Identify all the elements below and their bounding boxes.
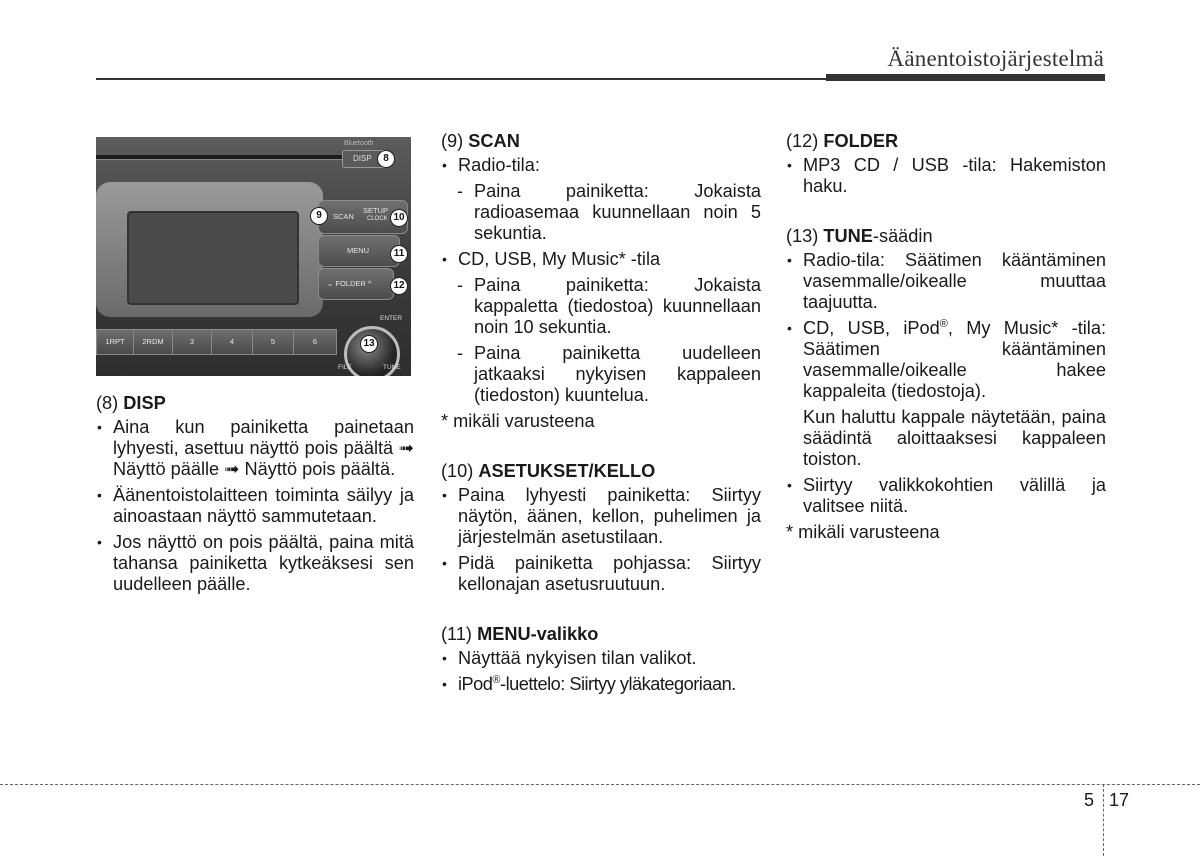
section-heading: TUNE — [823, 226, 873, 246]
page-number: 17 — [1109, 790, 1130, 810]
list-item — [441, 674, 761, 695]
list-item: • MP3 CD / USB -tila: Hakemiston haku. — [786, 155, 1106, 197]
section-number: (8) — [96, 393, 119, 413]
list-item-text: -luettelo: Siirtyy yläkategoriaan. — [500, 674, 736, 694]
section-title-disp — [96, 393, 414, 414]
bluetooth-label: Bluetooth — [344, 140, 374, 147]
list-item: • CD, USB, My Music* -tila — [441, 249, 761, 270]
preset-button-2 — [133, 329, 173, 355]
footer-dashed-divider — [1103, 784, 1104, 856]
sub-list-item: - Paina painiketta: Jokaista kappaletta (tiedostoa) kuunnellaan noin 10 sekuntia. — [441, 275, 761, 338]
list-item: • Pidä painiketta pohjassa: Siirtyy kellonajan asetusruutuun. — [441, 553, 761, 595]
section-title-folder — [786, 131, 1106, 152]
preset-button-4-label: 4 — [229, 337, 235, 346]
callout-11: 11 — [390, 245, 408, 263]
file-label: FILE — [338, 364, 352, 371]
menu-button-label: MENU — [347, 246, 370, 255]
list-item-text: , My Music* -tila: Säätimen kääntäminen vasemmalle/oikealle hakee kappaleita (tiedostoja). — [803, 318, 1107, 401]
paragraph: Kun haluttu kappale näytetään, paina säädintä aloittaaksesi kappaleen toiston. — [803, 407, 1106, 469]
preset-button-5-label: 5 — [270, 337, 276, 346]
footer-dashed-line — [0, 784, 1200, 785]
list-item: • Radio-tila: Säätimen kääntäminen vasemmalle/oikealle muuttaa taajuutta. — [786, 250, 1106, 313]
scan-button-label: SCAN — [333, 212, 354, 221]
callout-13: 13 — [360, 335, 378, 353]
list-item: • Näyttää nykyisen tilan valikot. — [441, 648, 761, 669]
preset-button-6-label: 6 — [312, 337, 318, 346]
enter-label: ENTER — [380, 315, 403, 322]
sub-list-item: - Paina painiketta: Jokaista radioasemaa kuunnellaan noin 5 sekuntia. — [441, 181, 761, 244]
list-item: • Jos näyttö on pois päältä, paina mitä tahansa painiketta kytkeäksesi sen uudelleen päälle. — [96, 532, 414, 595]
section-title-menu — [441, 624, 761, 645]
section-heading: MENU-valikko — [477, 624, 599, 644]
section-heading: ASETUKSET/KELLO — [478, 461, 656, 481]
callout-12: 12 — [390, 277, 408, 295]
section-heading-suffix: -säädin — [872, 226, 933, 246]
chapter-number: 5 — [1084, 790, 1095, 810]
registered-mark: ® — [492, 673, 501, 686]
list-item: • Aina kun painiketta painetaan lyhyesti, asettuu näyttö pois päältä ➟ Näyttö päälle ➟ Näyttö pois päältä. — [96, 417, 414, 480]
callout-8: 8 — [377, 150, 395, 168]
list-item: • Äänentoistolaitteen toiminta säilyy ja ainoastaan näyttö sammutetaan. — [96, 485, 414, 527]
section-heading: DISP — [123, 393, 166, 413]
column-2 — [441, 131, 761, 700]
section-title-tune — [786, 226, 1106, 247]
preset-button-3-label: 3 — [189, 337, 195, 346]
preset-button-2-label: 2RDM — [142, 337, 164, 346]
section-number: (9) — [441, 131, 464, 151]
preset-button-6 — [293, 329, 337, 355]
list-item: • Siirtyy valikkokohtien välillä ja valitsee niitä. — [786, 475, 1106, 517]
page-header-title: Äänentoistojärjestelmä — [887, 46, 1104, 71]
column-1 — [96, 393, 414, 600]
registered-mark: ® — [939, 317, 948, 330]
callout-9: 9 — [310, 207, 328, 225]
menu-button-graphic — [318, 235, 400, 267]
preset-button-5 — [252, 329, 294, 355]
clock-button-label: CLOCK — [367, 216, 388, 222]
header-rule-tab — [826, 74, 1105, 81]
display-screen — [127, 211, 299, 305]
column-3 — [786, 131, 1106, 548]
section-title-setup — [441, 461, 761, 482]
setup-button-label: SETUP — [363, 206, 389, 215]
callout-10: 10 — [390, 209, 408, 227]
ipod-text: iPod — [458, 674, 493, 694]
cd-slot — [96, 155, 344, 160]
list-item: • Radio-tila: — [441, 155, 761, 176]
tune-label: TUNE — [383, 364, 401, 371]
folder-button-graphic — [318, 268, 394, 300]
list-item: • Paina lyhyesti painiketta: Siirtyy näytön, äänen, kellon, puhelimen ja järjestelmän asetustilaan. — [441, 485, 761, 548]
list-item-text: CD, USB, iPod — [803, 318, 940, 338]
folder-button-label: ⌄ FOLDER ^ — [327, 279, 372, 288]
footnote: * mikäli varusteena — [786, 522, 940, 542]
section-number: (12) — [786, 131, 819, 151]
section-number: (10) — [441, 461, 474, 481]
preset-button-3 — [172, 329, 212, 355]
section-heading: SCAN — [468, 131, 520, 151]
sub-list-item: - Paina painiketta uudelleen jatkaaksi nykyisen kappaleen (tiedoston) kuuntelua. — [441, 343, 761, 406]
section-number: (11) — [441, 624, 472, 644]
section-number: (13) — [786, 226, 819, 246]
footnote: * mikäli varusteena — [441, 411, 595, 431]
section-title-scan — [441, 131, 761, 152]
list-item — [786, 318, 1106, 402]
disp-button-label: DISP — [353, 154, 372, 163]
preset-button-1-label: 1RPT — [105, 337, 125, 346]
audio-unit-image — [96, 137, 411, 376]
preset-button-4 — [211, 329, 253, 355]
preset-button-1 — [96, 329, 134, 355]
section-heading: FOLDER — [823, 131, 899, 151]
